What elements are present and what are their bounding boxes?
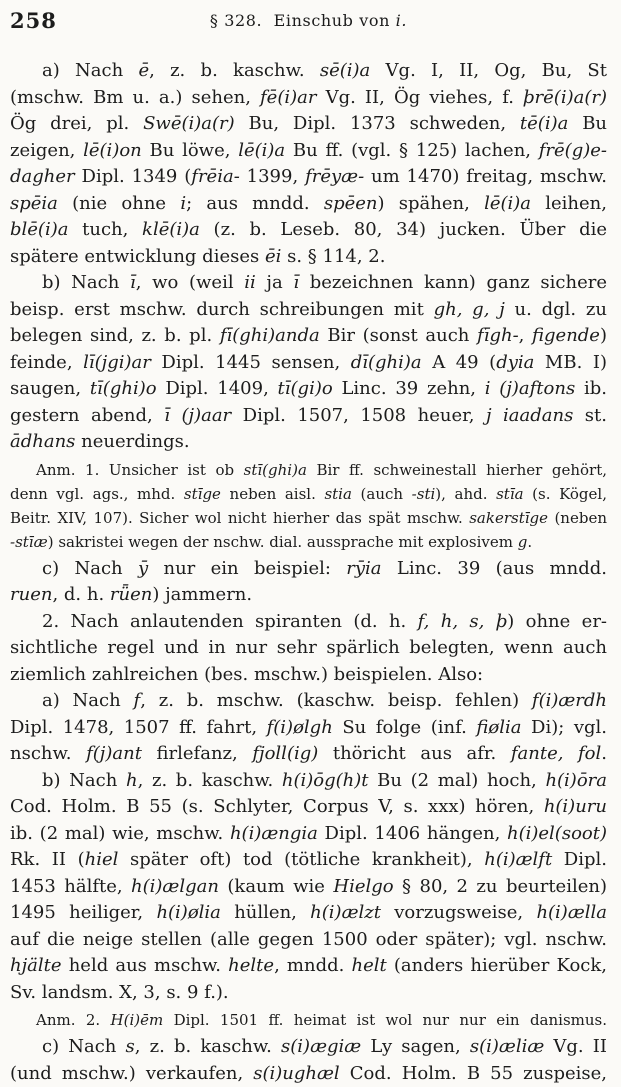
text-run: , z. b. kaschw. xyxy=(135,1036,281,1057)
text-run: Dipl. 1445 sensen, xyxy=(151,352,351,373)
italic-run: Swē(i)a(r) xyxy=(143,113,235,134)
page-header xyxy=(10,8,607,38)
text-run: nschw. xyxy=(10,743,86,764)
text-run: , mndd. xyxy=(274,955,351,976)
text-run: spätere entwicklung dieses xyxy=(10,246,265,267)
italic-run: f(i)ølgh xyxy=(267,717,333,738)
italic-run: g xyxy=(518,533,528,551)
italic-run: h(i)ælgan xyxy=(131,876,219,897)
italic-run: h(i)el(soot) xyxy=(507,823,607,844)
text-run: , wo (weil xyxy=(136,272,244,293)
text-line xyxy=(10,138,607,165)
para-2a xyxy=(10,688,607,768)
italic-run: ii xyxy=(244,272,256,293)
text-run: (auch xyxy=(352,485,412,503)
text-run: (anders hierüber Kock, xyxy=(387,955,607,976)
italic-run: rǖen xyxy=(110,584,152,605)
text-line xyxy=(10,556,607,583)
text-run: ib. (2 mal) wie, mschw. xyxy=(10,823,230,844)
text-run: gestern abend, xyxy=(10,405,164,426)
text-run: leihen, xyxy=(531,193,607,214)
text-line xyxy=(10,900,607,927)
text-run: denn vgl. ags., mhd. xyxy=(10,485,184,503)
para-2 xyxy=(10,609,607,689)
text-run: Bu ff. (vgl. § 125) lachen, xyxy=(285,140,539,161)
text-run: Vg. II, Ög viehes, f. xyxy=(316,87,523,108)
italic-run: fī(ghi)anda xyxy=(220,325,320,346)
text-run: ) sakristei wegen der nschw. dial. aussprache mit explosivem xyxy=(48,533,518,551)
text-run: , z. b. mschw. (kaschw. beisp. fehlen) xyxy=(140,690,532,711)
text-run: held aus mschw. xyxy=(62,955,229,976)
text-run: beisp. erst mschw. durch schreibungen mit xyxy=(10,299,434,320)
text-line xyxy=(10,609,607,636)
text-line xyxy=(10,217,607,244)
text-run: ) xyxy=(600,325,607,346)
italic-run: ȳ xyxy=(138,558,148,579)
text-run: Dipl. 1349 ( xyxy=(75,166,192,187)
text-line xyxy=(10,688,607,715)
text-run: Cod. Holm. B 55 (s. Schlyter, Corpus V, s. xxx) hören, xyxy=(10,796,544,817)
text-run: 1453 hälfte, xyxy=(10,876,131,897)
text-run: Rk. II ( xyxy=(10,849,85,870)
italic-run: lē(i)on xyxy=(83,140,142,161)
text-run: Su folge (inf. xyxy=(333,717,477,738)
text-line xyxy=(10,297,607,324)
italic-run: h xyxy=(126,770,138,791)
italic-run: i xyxy=(180,193,186,214)
italic-run: þrē(i)a(r) xyxy=(523,87,607,108)
text-run: saugen, xyxy=(10,378,90,399)
text-run: hüllen, xyxy=(221,902,310,923)
text-run: a) Nach xyxy=(42,60,138,81)
text-line xyxy=(10,244,607,271)
italic-run: tī(gi)o xyxy=(278,378,333,399)
text-run: firlefanz, xyxy=(142,743,252,764)
italic-run: frēyæ- xyxy=(305,166,364,187)
text-run: A 49 ( xyxy=(422,352,497,373)
text-line xyxy=(10,741,607,768)
text-line xyxy=(10,980,607,1007)
italic-run: h(i)ælla xyxy=(536,902,607,923)
text-run: ) spähen, xyxy=(378,193,485,214)
italic-run: f(j)ant xyxy=(86,743,142,764)
text-run: (nie ohne xyxy=(58,193,180,214)
text-run: . xyxy=(527,533,532,551)
italic-run: spēia xyxy=(10,193,58,214)
text-run: 1399, xyxy=(240,166,305,187)
italic-run: stīa xyxy=(496,485,523,503)
para-b xyxy=(10,270,607,456)
text-run: Vg. I, II, Og, Bu, St xyxy=(370,60,607,81)
italic-run: dī(ghi)a xyxy=(351,352,422,373)
italic-run: H(i)ēm xyxy=(111,1011,164,1029)
italic-run: blē(i)a xyxy=(10,219,68,240)
italic-run: Hielgo xyxy=(333,876,393,897)
text-run: Sv. landsm. X, 3, s. 9 f.). xyxy=(10,982,229,1003)
italic-run: spēen xyxy=(324,193,378,214)
para-anm-1 xyxy=(10,458,607,554)
italic-run: figende xyxy=(532,325,600,346)
italic-run: stī(ghi)a xyxy=(244,461,307,479)
text-run: Beitr. XIV, 107). Sicher wol nicht hierher das spät mschw. xyxy=(10,509,469,527)
text-line xyxy=(10,58,607,85)
text-run: c) Nach xyxy=(42,1036,126,1057)
text-run: ) jammern. xyxy=(152,584,252,605)
text-line xyxy=(10,111,607,138)
text-line xyxy=(10,429,607,456)
text-run: a) Nach xyxy=(42,690,134,711)
text-run: Ög drei, pl. xyxy=(10,113,143,134)
italic-run: h(i)ælft xyxy=(484,849,552,870)
italic-run: gh, g, j xyxy=(434,299,505,320)
text-line xyxy=(10,458,607,482)
text-run: u. dgl. zu xyxy=(505,299,607,320)
text-run: Linc. 39 zehn, xyxy=(333,378,485,399)
italic-run: fjoll(ig) xyxy=(252,743,318,764)
text-run: vorzugsweise, xyxy=(381,902,536,923)
text-line xyxy=(10,1034,607,1061)
text-line xyxy=(10,323,607,350)
text-run: ), ahd. xyxy=(435,485,496,503)
text-run: Dipl. 1507, 1508 heuer, xyxy=(231,405,486,426)
text-line xyxy=(10,821,607,848)
text-run: Di); vgl. xyxy=(522,717,608,738)
para-c xyxy=(10,556,607,609)
text-run: Dipl. 1409, xyxy=(157,378,278,399)
text-run: MB. I) xyxy=(534,352,607,373)
para-2b xyxy=(10,768,607,1007)
text-line xyxy=(10,635,607,662)
italic-run: f, h, s, þ xyxy=(418,611,508,632)
text-run: um 1470) freitag, mschw. xyxy=(364,166,607,187)
text-line xyxy=(10,376,607,403)
italic-run: h(i)ølia xyxy=(156,902,220,923)
text-run: Linc. 39 (aus mndd. xyxy=(382,558,607,579)
text-run: Dipl. 1501 ff. heimat ist wol nur nur ein danismus. xyxy=(163,1011,607,1029)
text-run: s. § 114, 2. xyxy=(281,246,385,267)
text-line xyxy=(10,1008,607,1032)
text-line xyxy=(10,768,607,795)
text-run: belegen sind, z. b. pl. xyxy=(10,325,220,346)
italic-run: helt xyxy=(351,955,386,976)
italic-run: f(i)ærdh xyxy=(532,690,607,711)
italic-run: lē(i)a xyxy=(238,140,285,161)
text-line xyxy=(10,164,607,191)
text-run: Vg. II xyxy=(544,1036,607,1057)
italic-run: sē(i)a xyxy=(320,60,370,81)
text-run: (neben xyxy=(548,509,607,527)
text-run: c) Nach xyxy=(42,558,138,579)
italic-run: ī xyxy=(130,272,136,293)
italic-run: sakerstīge xyxy=(469,509,548,527)
text-run: ) ohne er- xyxy=(507,611,607,632)
italic-run: helte xyxy=(228,955,274,976)
italic-run: dyia xyxy=(496,352,534,373)
italic-run: tī(ghi)o xyxy=(90,378,157,399)
italic-run: h(i)ōra xyxy=(545,770,607,791)
page-number: 258 xyxy=(10,8,57,33)
italic-run: ēi xyxy=(265,246,281,267)
text-run: (und mschw.) verkaufen, xyxy=(10,1063,253,1084)
italic-run: tē(i)a xyxy=(520,113,568,134)
italic-run: h(i)ælzt xyxy=(310,902,381,923)
para-anm-2 xyxy=(10,1008,607,1032)
text-line xyxy=(10,482,607,506)
text-run: Cod. Holm. B 55 zuspeise, xyxy=(340,1063,607,1084)
italic-run: klē(i)a xyxy=(142,219,200,240)
running-title-italic: i. xyxy=(396,11,407,30)
text-line xyxy=(10,403,607,430)
text-line xyxy=(10,270,607,297)
text-run: später oft) tod (tötliche krankheit), xyxy=(118,849,484,870)
text-run: b) Nach xyxy=(42,272,130,293)
text-line xyxy=(10,85,607,112)
text-run: Dipl. xyxy=(552,849,607,870)
text-line xyxy=(10,191,607,218)
text-run: , z. b. kaschw. xyxy=(149,60,320,81)
text-line xyxy=(10,1061,607,1087)
text-run: , d. h. xyxy=(52,584,109,605)
para-a xyxy=(10,58,607,270)
italic-run: s(i)æliæ xyxy=(470,1036,544,1057)
text-run: Anm. 1. Unsicher ist ob xyxy=(36,461,244,479)
italic-run: ī xyxy=(293,272,299,293)
text-line xyxy=(10,582,607,609)
text-run: Dipl. 1406 hängen, xyxy=(318,823,507,844)
text-run: tuch, xyxy=(68,219,142,240)
italic-run: stīge xyxy=(184,485,221,503)
italic-run: frē(g)e- xyxy=(539,140,607,161)
text-run: 1495 heiliger, xyxy=(10,902,156,923)
italic-run: f xyxy=(134,690,141,711)
text-line xyxy=(10,715,607,742)
text-line xyxy=(10,847,607,874)
text-run: 2. Nach anlautenden spiranten (d. h. xyxy=(42,611,418,632)
italic-run: fiølia xyxy=(476,717,521,738)
text-run: , z. b. kaschw. xyxy=(138,770,282,791)
text-run: st. xyxy=(573,405,607,426)
text-run: ziemlich zahlreichen (bes. mschw.) beispielen. Also: xyxy=(10,664,483,685)
running-title-text: Einschub von xyxy=(274,11,396,30)
italic-run: hiel xyxy=(85,849,119,870)
text-run: b) Nach xyxy=(42,770,126,791)
text-run: Bu (2 mal) hoch, xyxy=(369,770,546,791)
text-run: Dipl. 1478, 1507 ff. fahrt, xyxy=(10,717,267,738)
italic-run: fante, fol xyxy=(511,743,601,764)
text-run: Bu, Dipl. 1373 schweden, xyxy=(235,113,520,134)
text-line xyxy=(10,530,607,554)
para-2c xyxy=(10,1034,607,1087)
italic-run: ī (j)aar xyxy=(164,405,231,426)
italic-run: lē(i)a xyxy=(484,193,531,214)
italic-run: hjälte xyxy=(10,955,62,976)
text-run: , xyxy=(519,325,532,346)
text-run: Bu löwe, xyxy=(142,140,238,161)
text-run: ib. xyxy=(575,378,607,399)
italic-run: s(i)ægiæ xyxy=(281,1036,361,1057)
text-run: Bir ff. schweinestall hierher gehört, xyxy=(307,461,607,479)
italic-run: fē(i)ar xyxy=(260,87,316,108)
italic-run: fīgh- xyxy=(477,325,519,346)
italic-run: -stīæ xyxy=(10,533,48,551)
italic-run: -sti xyxy=(412,485,436,503)
page-body xyxy=(10,58,607,1087)
italic-run: ē xyxy=(138,60,149,81)
text-run: (mschw. Bm u. a.) sehen, xyxy=(10,87,260,108)
text-line xyxy=(10,350,607,377)
italic-run: j iaadans xyxy=(486,405,573,426)
text-line xyxy=(10,927,607,954)
text-run: § 80, 2 zu beurteilen) xyxy=(394,876,607,897)
text-line xyxy=(10,874,607,901)
text-run: thöricht aus afr. xyxy=(318,743,511,764)
italic-run: s(i)ughæl xyxy=(253,1063,339,1084)
text-run: (kaum wie xyxy=(219,876,333,897)
text-run: neuerdings. xyxy=(75,431,189,452)
text-run: ; aus mndd. xyxy=(186,193,324,214)
text-run: auf die neige stellen (alle gegen 1500 oder später); vgl. nschw. xyxy=(10,929,607,950)
italic-run: s xyxy=(126,1036,135,1057)
italic-run: i (j)aftons xyxy=(485,378,575,399)
italic-run: h(i)ængia xyxy=(230,823,318,844)
text-run: zeigen, xyxy=(10,140,83,161)
text-line xyxy=(10,794,607,821)
running-title xyxy=(210,11,407,30)
italic-run: frēia- xyxy=(191,166,240,187)
italic-run: h(i)ōg(h)t xyxy=(282,770,369,791)
italic-run: rȳia xyxy=(346,558,381,579)
text-line xyxy=(10,953,607,980)
text-run: nur ein beispiel: xyxy=(148,558,346,579)
italic-run: ādhans xyxy=(10,431,75,452)
text-line xyxy=(10,662,607,689)
text-run: sichtliche regel und in nur sehr spärlich belegten, wenn auch xyxy=(10,637,607,658)
italic-run: stia xyxy=(324,485,351,503)
text-run: . xyxy=(601,743,607,764)
italic-run: h(i)uru xyxy=(544,796,607,817)
text-run: bezeichnen kann) ganz sichere xyxy=(299,272,607,293)
text-run: Anm. 2. xyxy=(36,1011,111,1029)
text-run: neben aisl. xyxy=(221,485,325,503)
text-run: (s. Kögel, xyxy=(524,485,607,503)
text-run: Bu xyxy=(568,113,607,134)
italic-run: ruen xyxy=(10,584,52,605)
text-run: (z. b. Leseb. 80, 34) jucken. Über die xyxy=(200,219,607,240)
text-run: feinde, xyxy=(10,352,83,373)
section-number: § 328. xyxy=(210,11,262,30)
text-run: Ly sagen, xyxy=(361,1036,470,1057)
italic-run: lī(jgi)ar xyxy=(83,352,151,373)
text-run: ja xyxy=(256,272,294,293)
text-run: Bir (sonst auch xyxy=(320,325,477,346)
italic-run: dagher xyxy=(10,166,75,187)
text-line xyxy=(10,506,607,530)
